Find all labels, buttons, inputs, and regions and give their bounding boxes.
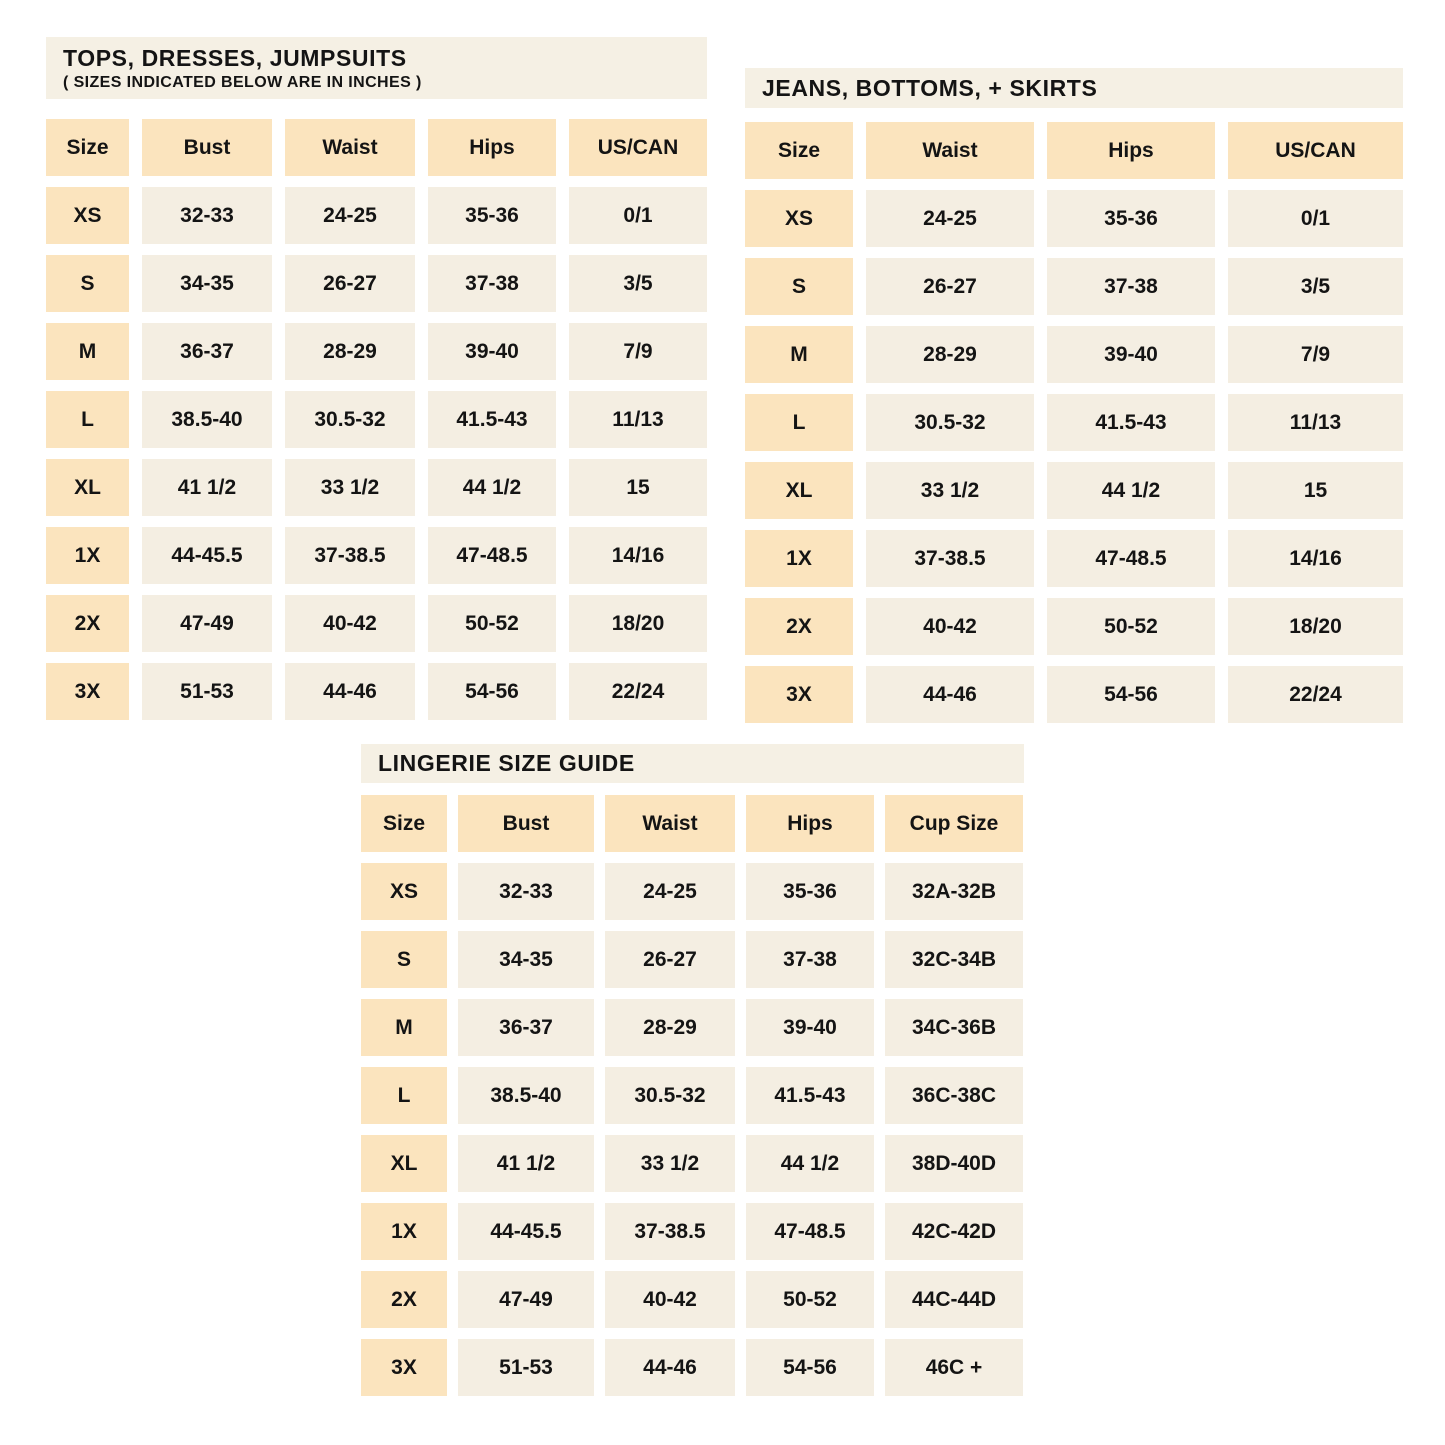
measurement-cell: 44-46 [285, 663, 415, 720]
column-header: Bust [142, 119, 272, 176]
tops-table-grid [46, 119, 707, 720]
size-label-cell: L [361, 1067, 447, 1124]
column-header: Size [745, 122, 853, 179]
measurement-cell: 47-48.5 [746, 1203, 874, 1260]
measurement-cell: 36-37 [142, 323, 272, 380]
size-label-cell: M [745, 326, 853, 383]
measurement-cell: 44-46 [866, 666, 1034, 723]
measurement-cell: 35-36 [428, 187, 556, 244]
tops-table-title-bar [46, 37, 707, 99]
measurement-cell: 28-29 [285, 323, 415, 380]
size-label-cell: 3X [361, 1339, 447, 1396]
measurement-cell: 30.5-32 [285, 391, 415, 448]
measurement-cell: 0/1 [1228, 190, 1403, 247]
column-header: Waist [605, 795, 735, 852]
lingerie-size-guide-table [361, 744, 1024, 1396]
measurement-cell: 51-53 [458, 1339, 594, 1396]
measurement-cell: 44-46 [605, 1339, 735, 1396]
measurement-cell: 36-37 [458, 999, 594, 1056]
column-header: Waist [866, 122, 1034, 179]
column-header: Size [46, 119, 129, 176]
measurement-cell: 33 1/2 [866, 462, 1034, 519]
lingerie-table-title-bar [361, 744, 1024, 783]
measurement-cell: 41.5-43 [428, 391, 556, 448]
measurement-cell: 46C + [885, 1339, 1023, 1396]
measurement-cell: 18/20 [1228, 598, 1403, 655]
size-label-cell: XL [745, 462, 853, 519]
column-header: Waist [285, 119, 415, 176]
measurement-cell: 18/20 [569, 595, 707, 652]
measurement-cell: 32-33 [458, 863, 594, 920]
size-label-cell: 2X [46, 595, 129, 652]
measurement-cell: 47-48.5 [1047, 530, 1215, 587]
tops-dresses-jumpsuits-table [46, 37, 707, 720]
measurement-cell: 44-45.5 [142, 527, 272, 584]
measurement-cell: 24-25 [866, 190, 1034, 247]
column-header: Hips [746, 795, 874, 852]
lingerie-table-title: LINGERIE SIZE GUIDE [378, 750, 635, 777]
column-header: Hips [428, 119, 556, 176]
measurement-cell: 54-56 [1047, 666, 1215, 723]
size-label-cell: 1X [361, 1203, 447, 1260]
measurement-cell: 50-52 [1047, 598, 1215, 655]
size-label-cell: 3X [46, 663, 129, 720]
measurement-cell: 26-27 [605, 931, 735, 988]
measurement-cell: 41 1/2 [458, 1135, 594, 1192]
tops-table-subtitle: ( SIZES INDICATED BELOW ARE IN INCHES ) [63, 73, 422, 91]
measurement-cell: 3/5 [1228, 258, 1403, 315]
measurement-cell: 34-35 [458, 931, 594, 988]
measurement-cell: 33 1/2 [605, 1135, 735, 1192]
measurement-cell: 14/16 [569, 527, 707, 584]
measurement-cell: 44 1/2 [1047, 462, 1215, 519]
measurement-cell: 28-29 [605, 999, 735, 1056]
measurement-cell: 32C-34B [885, 931, 1023, 988]
measurement-cell: 44-45.5 [458, 1203, 594, 1260]
measurement-cell: 40-42 [285, 595, 415, 652]
measurement-cell: 47-49 [458, 1271, 594, 1328]
measurement-cell: 0/1 [569, 187, 707, 244]
measurement-cell: 38.5-40 [142, 391, 272, 448]
measurement-cell: 32A-32B [885, 863, 1023, 920]
measurement-cell: 15 [569, 459, 707, 516]
measurement-cell: 11/13 [569, 391, 707, 448]
size-label-cell: XS [46, 187, 129, 244]
measurement-cell: 42C-42D [885, 1203, 1023, 1260]
measurement-cell: 47-48.5 [428, 527, 556, 584]
column-header: US/CAN [1228, 122, 1403, 179]
measurement-cell: 11/13 [1228, 394, 1403, 451]
measurement-cell: 32-33 [142, 187, 272, 244]
measurement-cell: 41.5-43 [746, 1067, 874, 1124]
size-label-cell: XS [361, 863, 447, 920]
lingerie-table-grid [361, 795, 1024, 1396]
measurement-cell: 51-53 [142, 663, 272, 720]
measurement-cell: 54-56 [746, 1339, 874, 1396]
measurement-cell: 34-35 [142, 255, 272, 312]
measurement-cell: 37-38.5 [866, 530, 1034, 587]
measurement-cell: 44C-44D [885, 1271, 1023, 1328]
measurement-cell: 22/24 [1228, 666, 1403, 723]
measurement-cell: 37-38 [428, 255, 556, 312]
measurement-cell: 24-25 [605, 863, 735, 920]
measurement-cell: 41 1/2 [142, 459, 272, 516]
measurement-cell: 40-42 [866, 598, 1034, 655]
size-label-cell: S [361, 931, 447, 988]
measurement-cell: 44 1/2 [428, 459, 556, 516]
size-label-cell: M [361, 999, 447, 1056]
measurement-cell: 35-36 [746, 863, 874, 920]
size-label-cell: XS [745, 190, 853, 247]
measurement-cell: 37-38.5 [605, 1203, 735, 1260]
measurement-cell: 38.5-40 [458, 1067, 594, 1124]
measurement-cell: 15 [1228, 462, 1403, 519]
size-label-cell: 3X [745, 666, 853, 723]
measurement-cell: 54-56 [428, 663, 556, 720]
size-label-cell: 1X [745, 530, 853, 587]
measurement-cell: 37-38 [1047, 258, 1215, 315]
measurement-cell: 7/9 [1228, 326, 1403, 383]
measurement-cell: 22/24 [569, 663, 707, 720]
measurement-cell: 26-27 [285, 255, 415, 312]
measurement-cell: 37-38.5 [285, 527, 415, 584]
size-label-cell: S [46, 255, 129, 312]
measurement-cell: 26-27 [866, 258, 1034, 315]
size-label-cell: M [46, 323, 129, 380]
size-label-cell: 2X [745, 598, 853, 655]
measurement-cell: 39-40 [1047, 326, 1215, 383]
column-header: Cup Size [885, 795, 1023, 852]
measurement-cell: 36C-38C [885, 1067, 1023, 1124]
measurement-cell: 38D-40D [885, 1135, 1023, 1192]
column-header: Size [361, 795, 447, 852]
size-label-cell: S [745, 258, 853, 315]
column-header: Hips [1047, 122, 1215, 179]
measurement-cell: 39-40 [746, 999, 874, 1056]
measurement-cell: 34C-36B [885, 999, 1023, 1056]
measurement-cell: 30.5-32 [605, 1067, 735, 1124]
jeans-bottoms-skirts-table [745, 68, 1403, 723]
measurement-cell: 41.5-43 [1047, 394, 1215, 451]
jeans-table-grid [745, 122, 1403, 723]
size-label-cell: XL [46, 459, 129, 516]
measurement-cell: 33 1/2 [285, 459, 415, 516]
measurement-cell: 47-49 [142, 595, 272, 652]
jeans-table-title: JEANS, BOTTOMS, + SKIRTS [762, 74, 1098, 101]
measurement-cell: 50-52 [428, 595, 556, 652]
measurement-cell: 30.5-32 [866, 394, 1034, 451]
tops-table-title: TOPS, DRESSES, JUMPSUITS [63, 45, 407, 72]
measurement-cell: 7/9 [569, 323, 707, 380]
size-label-cell: XL [361, 1135, 447, 1192]
size-label-cell: 2X [361, 1271, 447, 1328]
measurement-cell: 44 1/2 [746, 1135, 874, 1192]
size-label-cell: 1X [46, 527, 129, 584]
column-header: Bust [458, 795, 594, 852]
column-header: US/CAN [569, 119, 707, 176]
measurement-cell: 3/5 [569, 255, 707, 312]
jeans-table-title-bar [745, 68, 1403, 108]
measurement-cell: 50-52 [746, 1271, 874, 1328]
measurement-cell: 40-42 [605, 1271, 735, 1328]
measurement-cell: 39-40 [428, 323, 556, 380]
measurement-cell: 35-36 [1047, 190, 1215, 247]
measurement-cell: 28-29 [866, 326, 1034, 383]
size-label-cell: L [745, 394, 853, 451]
measurement-cell: 14/16 [1228, 530, 1403, 587]
size-label-cell: L [46, 391, 129, 448]
measurement-cell: 24-25 [285, 187, 415, 244]
measurement-cell: 37-38 [746, 931, 874, 988]
